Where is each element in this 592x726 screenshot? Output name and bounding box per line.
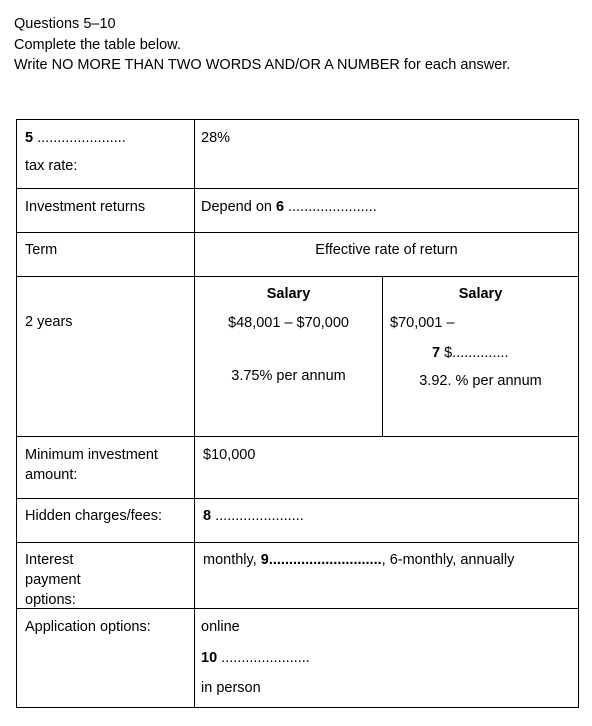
hidden-charges-label: Hidden charges/fees: <box>25 508 163 524</box>
answer-blank[interactable]: $.............. <box>444 345 509 361</box>
question-number: 8 <box>203 508 212 524</box>
row-divider <box>17 232 578 233</box>
instruction-word-limit: Write NO MORE THAN TWO WORDS AND/OR A NUMBER for each answer. <box>14 57 511 73</box>
application-options-label: Application options: <box>25 619 151 635</box>
answer-blank[interactable]: ...................... <box>221 650 310 666</box>
tax-rate-value: 28% <box>201 130 231 146</box>
question-number: 10 <box>201 650 218 666</box>
prefix-text: monthly, <box>203 552 261 568</box>
interest-label: Interest <box>25 552 74 568</box>
question-8 <box>203 506 304 526</box>
instruction-complete: Complete the table below. <box>14 37 181 53</box>
suffix-text: , 6-monthly, annually <box>381 552 515 568</box>
notes-table <box>16 119 579 708</box>
answer-blank[interactable]: ............................ <box>268 552 382 568</box>
salary-range: $48,001 – $70,000 <box>228 315 349 331</box>
row-divider <box>17 608 578 609</box>
prefix-text: Depend on <box>201 199 276 215</box>
minimum-investment-value: $10,000 <box>203 447 256 463</box>
salary-heading: Salary <box>266 286 311 302</box>
answer-blank[interactable]: ...................... <box>37 130 126 146</box>
question-number: 7 <box>432 345 441 361</box>
tax-rate-label: tax rate: <box>25 158 78 174</box>
row-divider <box>17 276 578 277</box>
answer-blank[interactable]: ...................... <box>288 199 377 215</box>
two-years-label: 2 years <box>25 314 73 330</box>
row-divider <box>17 498 578 499</box>
question-number: 9 <box>260 552 269 568</box>
question-number: 6 <box>275 199 285 215</box>
question-5 <box>25 128 126 148</box>
interest-label-cont: payment <box>25 572 81 588</box>
salary-range: $70,001 – <box>390 315 455 331</box>
row-divider <box>17 542 578 543</box>
question-9 <box>203 550 514 570</box>
question-10 <box>201 648 310 668</box>
column-divider <box>194 120 195 707</box>
row-divider <box>17 436 578 437</box>
term-label: Term <box>25 242 58 258</box>
interest-label-cont: options: <box>25 592 76 608</box>
minimum-investment-label: Minimum investment <box>25 447 158 463</box>
effective-rate-header: Effective rate of return <box>315 242 458 258</box>
minimum-investment-label-cont: amount: <box>25 467 78 483</box>
investment-returns-label: Investment returns <box>25 199 146 215</box>
question-7 <box>432 343 509 363</box>
question-6 <box>201 197 377 217</box>
question-number: 5 <box>25 130 34 146</box>
application-option-in-person: in person <box>201 680 261 696</box>
rate-value: 3.75% per annum <box>231 368 346 384</box>
application-option-online: online <box>201 619 240 635</box>
salary-heading: Salary <box>458 286 503 302</box>
answer-blank[interactable]: ...................... <box>215 508 304 524</box>
questions-heading: Questions 5–10 <box>14 16 116 32</box>
rate-value: 3.92. % per annum <box>419 373 542 389</box>
row-divider <box>17 188 578 189</box>
